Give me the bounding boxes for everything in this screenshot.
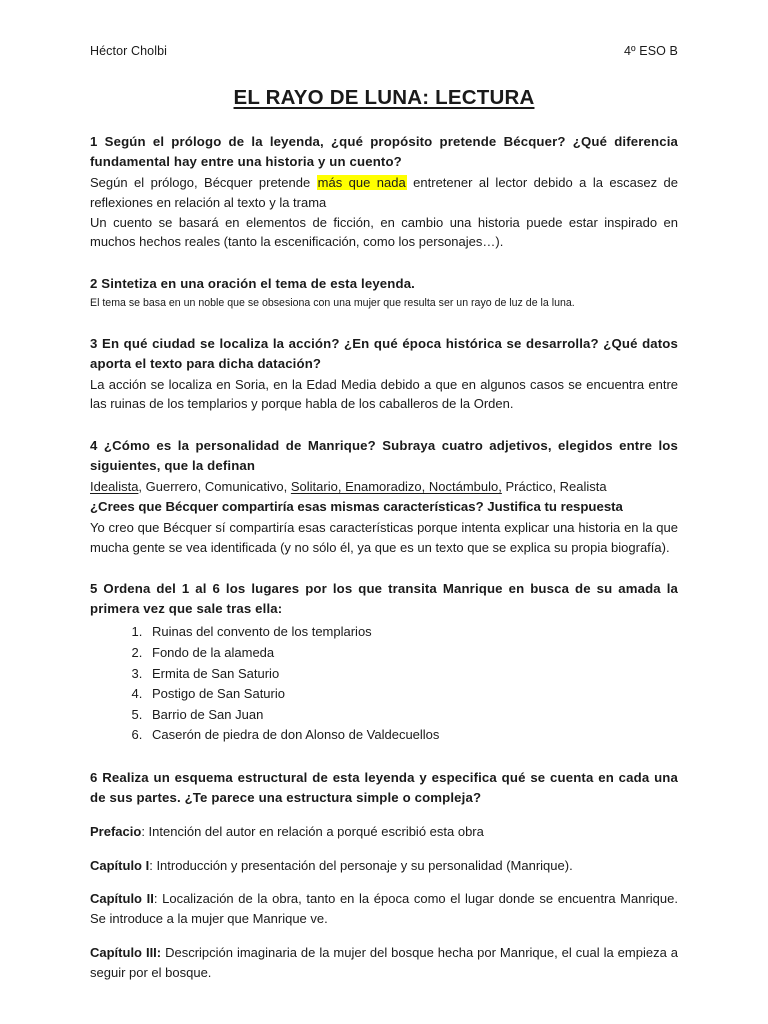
question-block-6	[90, 768, 678, 983]
question-3-answer: La acción se localiza en Soria, en la Edad Media debido a que en algunos casos se encuentra entre las ruinas de los templarios y porque habla de los caballeros de la Orden.	[90, 376, 678, 412]
question-4-adjectives-line	[90, 477, 678, 497]
adjective-underlined-1: Idealista	[90, 479, 139, 495]
question-1-answer	[90, 173, 678, 213]
class-label: 4º ESO B	[624, 44, 678, 58]
list-item: 4. Postigo de San Saturio	[146, 684, 678, 705]
adjectives-plain-1: , Guerrero, Comunicativo,	[138, 479, 291, 495]
list-item: 5. Barrio de San Juan	[146, 705, 678, 726]
question-6-heading: 6 Realiza un esquema estructural de esta leyenda y especifica qué se cuenta en cada una de sus partes. ¿Te parece una estructura simple o compleja?	[90, 769, 678, 805]
question-4-subheading: ¿Crees que Bécquer compartiría esas mismas características? Justifica tu respuesta	[90, 499, 623, 515]
structure-text: : Localización de la obra, tanto en la época como el lugar donde se encuentra Manrique. Se introduce a la mujer que Manrique ve.	[90, 891, 678, 927]
question-2-answer: El tema se basa en un noble que se obsesiona con una mujer que resulta ser un rayo de luz de la luna.	[90, 297, 575, 310]
structure-label: Capítulo II	[90, 891, 154, 907]
question-block-5	[90, 579, 678, 745]
question-4-heading: 4 ¿Cómo es la personalidad de Manrique? Subraya cuatro adjetivos, elegidos entre los siguientes, que la definan	[90, 438, 678, 474]
structure-item-prefacio	[90, 822, 678, 842]
document-header	[90, 44, 678, 58]
structure-text: : Introducción y presentación del personaje y su personalidad (Manrique).	[149, 857, 573, 873]
list-item: 6. Caserón de piedra de don Alonso de Valdecuellos	[146, 725, 678, 746]
question-1-heading: 1 Según el prólogo de la leyenda, ¿qué propósito pretende Bécquer? ¿Qué diferencia fundamental hay entre una historia y un cuento?	[90, 134, 678, 170]
list-item: 2. Fondo de la alameda	[146, 643, 678, 664]
question-5-heading: 5 Ordena del 1 al 6 los lugares por los que transita Manrique en busca de su amada la primera vez que sale tras ella:	[90, 581, 678, 617]
page-title: EL RAYO DE LUNA: LECTURA	[233, 86, 535, 109]
adjectives-underlined-group: Solitario, Enamoradizo, Noctámbulo,	[290, 479, 502, 495]
places-ordered-list	[90, 622, 678, 745]
list-item: 3. Ermita de San Saturio	[146, 664, 678, 685]
list-item: 1. Ruinas del convento de los templarios	[146, 622, 678, 643]
structure-text: : Intención del autor en relación a porqué escribió esta obra	[141, 823, 484, 839]
question-3-heading: 3 En qué ciudad se localiza la acción? ¿En qué época histórica se desarrolla? ¿Qué datos aporta el texto para dicha datación?	[90, 335, 678, 371]
answer-text-before-highlight: Según el prólogo, Bécquer pretende	[90, 175, 317, 191]
structure-label: Capítulo I	[90, 857, 150, 873]
question-2-heading: 2 Sintetiza en una oración el tema de esta leyenda.	[90, 276, 415, 292]
question-block-4	[90, 436, 678, 557]
structure-label: Capítulo III:	[90, 944, 162, 960]
question-block-1	[90, 132, 678, 252]
structure-label: Prefacio	[90, 823, 142, 839]
adjectives-plain-2: Práctico, Realista	[501, 479, 607, 495]
question-block-3	[90, 334, 678, 415]
author-name: Héctor Cholbi	[90, 44, 168, 58]
answer-text-after-highlight: entretener al lector debido a la escasez de reflexiones en relación al texto y la trama	[90, 175, 678, 210]
highlighted-phrase: más que nada	[317, 175, 406, 191]
structure-item-capitulo-3	[90, 943, 678, 983]
structure-item-capitulo-2	[90, 889, 678, 929]
question-block-2	[90, 274, 678, 311]
structure-item-capitulo-1	[90, 856, 678, 876]
question-4-answer: Yo creo que Bécquer sí compartiría esas características porque intenta explicar una historia en la que mucha gente se vea identificada (y no sólo él, ya que es un texto que se explica su propia biografía).	[90, 519, 678, 555]
structure-text: Descripción imaginaria de la mujer del bosque hecha por Manrique, el cual la empieza a seguir por el bosque.	[90, 944, 678, 980]
question-1-answer-paragraph-2: Un cuento se basará en elementos de ficción, en cambio una historia puede estar inspirado en muchos hechos reales (tanto la escenificación, como los personajes…).	[90, 214, 678, 250]
